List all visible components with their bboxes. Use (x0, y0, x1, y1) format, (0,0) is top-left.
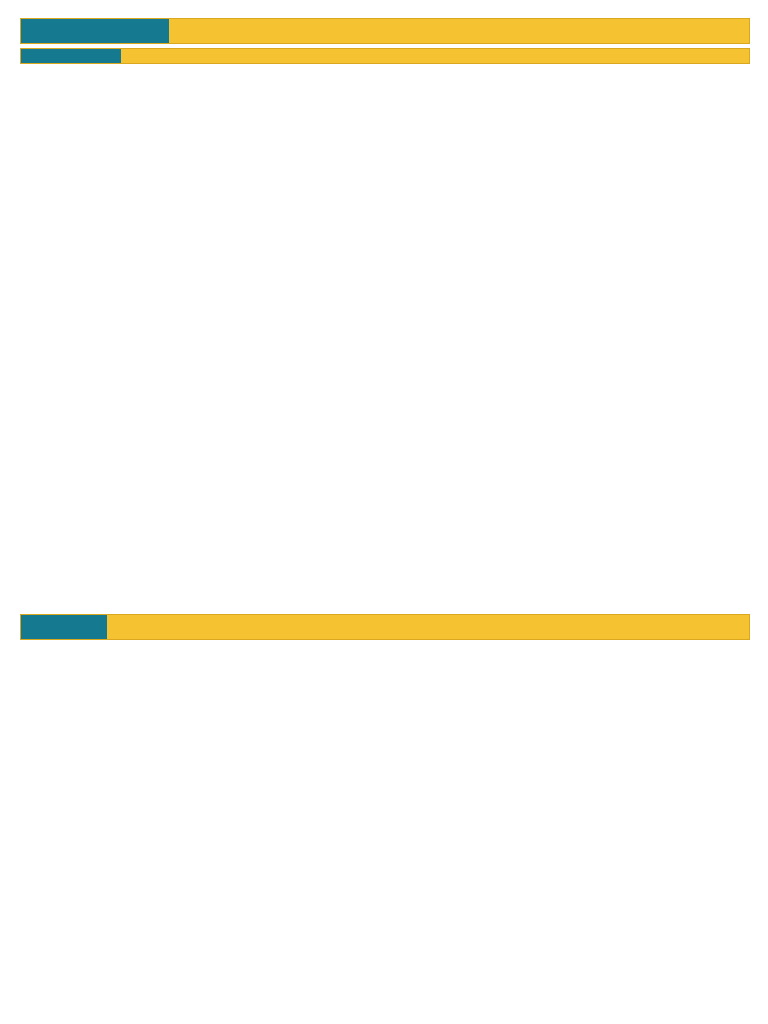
page-bottom (20, 614, 750, 642)
top-banner (20, 18, 750, 44)
cabri-logo (21, 19, 169, 43)
footer-bar (20, 48, 750, 64)
page-top (20, 18, 750, 64)
teal-block (21, 615, 107, 639)
tutorial-badge (21, 49, 121, 63)
bottom-banner (20, 614, 750, 640)
